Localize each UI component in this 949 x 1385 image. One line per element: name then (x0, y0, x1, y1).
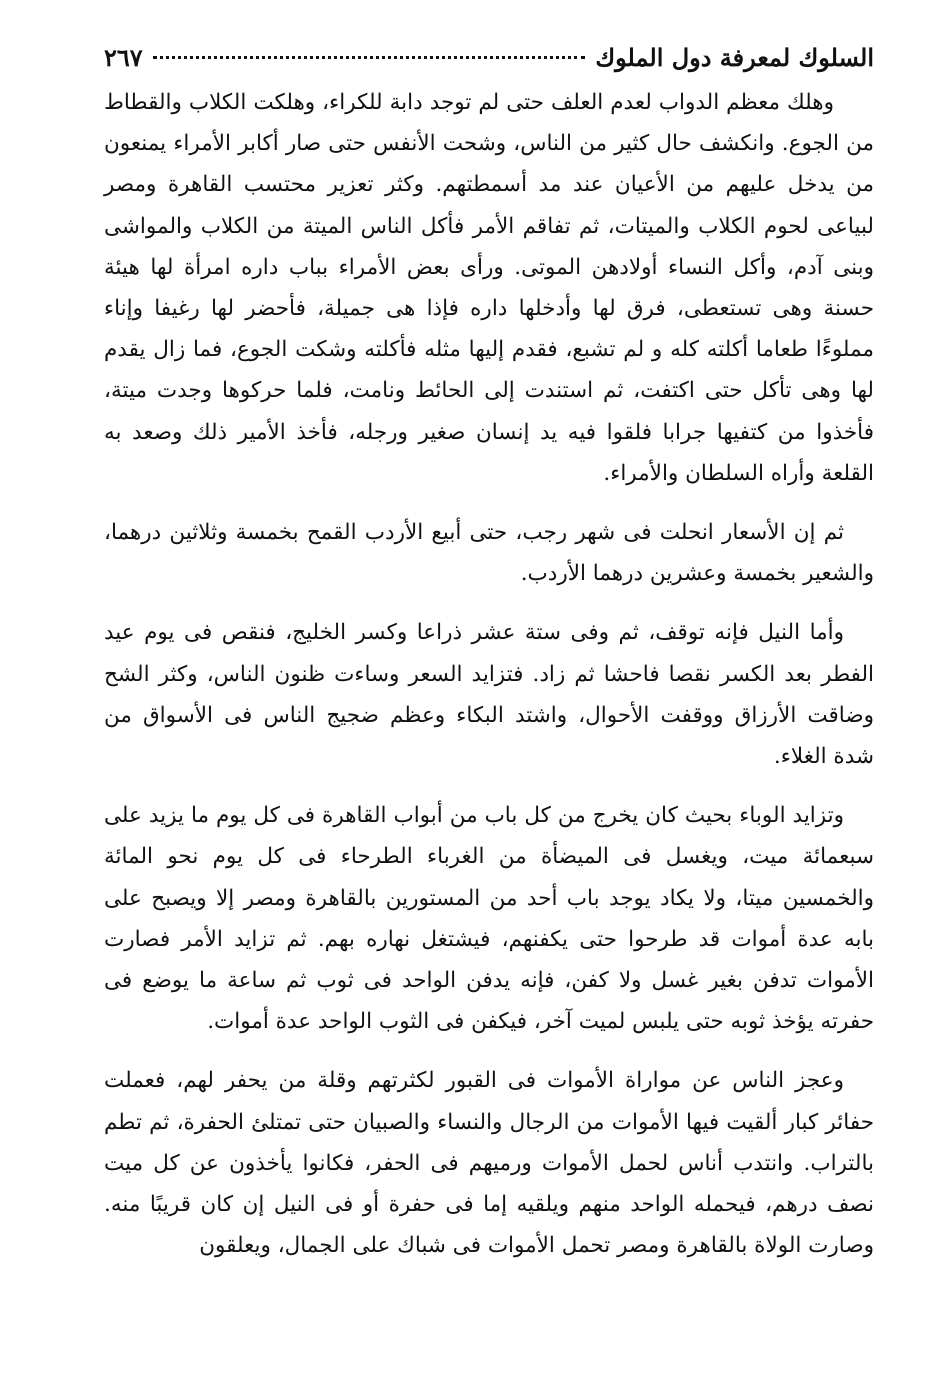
paragraph-4: وتزايد الوباء بحيث كان يخرج من كل باب من أبواب القاهرة فى كل يوم ما يزيد على سبعمائة ميت، ويغسل فى الميضأة من الغرباء الطرحاء فى كل يوم نحو المائة والخمسين ميتا، ولا يكاد يوجد باب أحد من المستورين بالقاهرة ومصر إلا ويصبح على بابه عدة أموات قد طرحوا حتى يكفنهم، فيشتغل نهاره بهم. ثم تزايد الأمر فصارت الأموات تدفن بغير غسل ولا كفن، فإنه يدفن الواحد فى ثوب ثم ساعة ما يوضع فى حفرته يؤخذ ثوبه حتى يلبس لميت آخر، فيكفن فى الثوب الواحد عدة أموات. (104, 803, 874, 1035)
paragraph-gap (104, 494, 874, 512)
header-title: السلوك لمعرفة دول الملوك (595, 43, 874, 72)
paragraph-2: ثم إن الأسعار انحلت فى شهر رجب، حتى أبيع الأردب القمح بخمسة وثلاثين درهما، والشعير بخمسة وعشرين درهما الأردب. (104, 520, 874, 587)
book-page (104, 38, 874, 1266)
running-header (104, 38, 874, 78)
paragraph-gap (104, 1042, 874, 1060)
page-number: ٢٦٧ (104, 43, 143, 72)
paragraph-1: وهلك معظم الدواب لعدم العلف حتى لم توجد دابة للكراء، وهلكت الكلاب والقطاط من الجوع. وانكشف حال كثير من الناس، وشحت الأنفس حتى صار أكابر الأمراء يمنعون من يدخل عليهم من الأعيان عند مد أسمطتهم. وكثر تعزير محتسب القاهرة ومصر لبياعى لحوم الكلاب والميتات، ثم تفاقم الأمر فأكل الناس الميتة من الكلاب والمواشى وبنى آدم، وأكل النساء أولادهن الموتى. ورأى بعض الأمراء بباب داره امرأة لها هيئة حسنة وهى تستعطى، فرق لها وأدخلها داره فإذا هى جميلة، فأحضر لها رغيفا وإناء مملوءًا طعاما أكلته كله و لم تشبع، فقدم إليها مثله فأكلته وشكت الجوع، فما زال يقدم لها وهى تأكل حتى اكتفت، ثم استندت إلى الحائط ونامت، فلما حركوها وجدت ميتة، فأخذوا من كتفيها جرابا فلقوا فيه يد إنسان صغير ورجله، فأخذ الأمير ذلك وصعد به القلعة وأراه السلطان والأمراء. (104, 90, 874, 486)
paragraph-gap (104, 777, 874, 795)
paragraph-3: وأما النيل فإنه توقف، ثم وفى ستة عشر ذراعا وكسر الخليج، فنقص فى يوم عيد الفطر بعد الكسر نقصا فاحشا ثم زاد. فتزايد السعر وساءت ظنون الناس، وكثر الشح وضاقت الأرزاق ووقفت الأحوال، واشتد البكاء وعظم ضجيج الناس فى الأسواق من شدة الغلاء. (104, 620, 874, 770)
paragraph-5: وعجز الناس عن مواراة الأموات فى القبور لكثرتهم وقلة من يحفر لهم، فعملت حفائر كبار ألقيت فيها الأموات من الرجال والنساء والصبيان حتى تمتلئ الحفرة، ثم تطم بالتراب. وانتدب أناس لحمل الأموات ورميهم فى الحفر، فكانوا يأخذون عن كل ميت نصف درهم، فيحمله الواحد منهم ويلقيه إما فى حفرة أو فى النيل إن كان قريبًا منه. وصارت الولاة بالقاهرة ومصر تحمل الأموات فى شباك على الجمال، ويعلقون (104, 1068, 874, 1259)
dotted-leader (153, 56, 586, 59)
paragraph-gap (104, 594, 874, 612)
